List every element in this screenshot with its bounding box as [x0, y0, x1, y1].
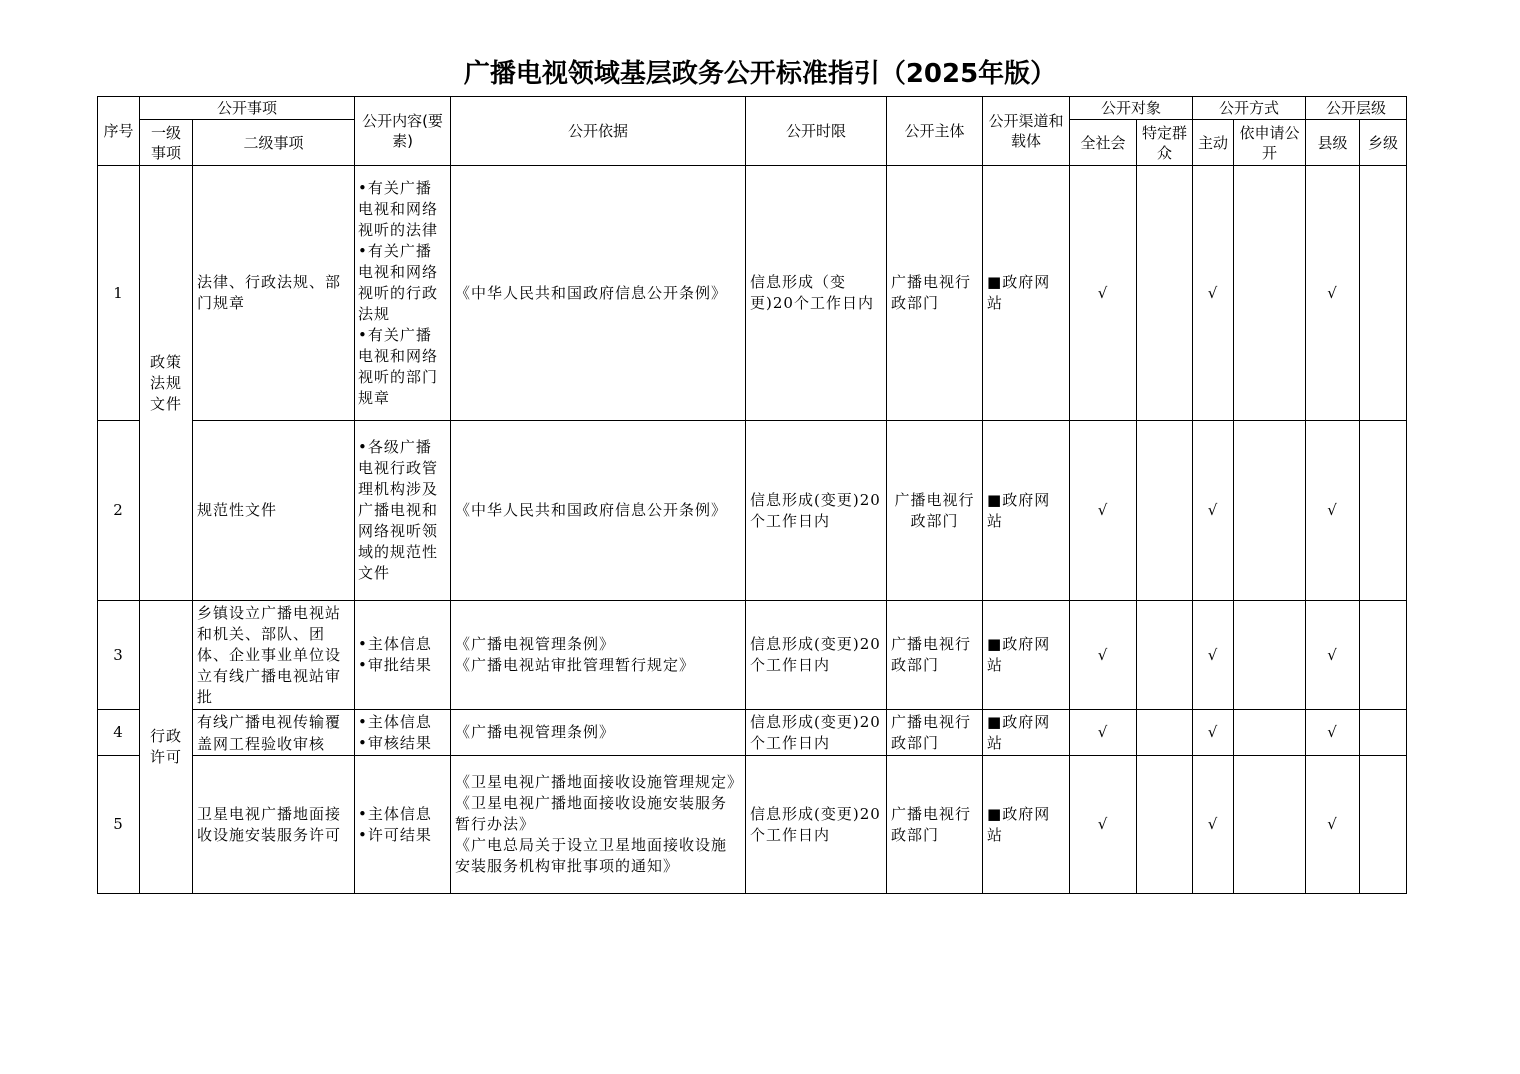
row-subject: 广播电视行政部门 — [887, 756, 983, 894]
table-row — [98, 710, 1407, 756]
content-item: •主体信息 — [358, 804, 432, 823]
table-row — [98, 601, 1407, 710]
basis-item: 《卫星电视广播地面接收设施管理规定》 — [455, 773, 744, 791]
row-time-limit: 信息形成(变更)20个工作日内 — [746, 421, 887, 601]
row-level2: 乡镇设立广播电视站和机关、部队、团体、企业事业单位设立有线广播电视站审批 — [193, 601, 355, 710]
content-item: •主体信息 — [358, 635, 432, 653]
header-level: 公开层级 — [1306, 97, 1407, 120]
row-content — [355, 756, 451, 894]
row-content — [355, 710, 451, 756]
row-target-specific — [1137, 601, 1193, 710]
header-basis: 公开依据 — [451, 97, 746, 166]
basis-item: 《广电总局关于设立卫星地面接收设施安装服务机构审批事项的通知》 — [455, 836, 728, 875]
row-method-active: √ — [1193, 710, 1234, 756]
row-level2: 有线广播电视传输覆盖网工程验收审核 — [193, 710, 355, 756]
row-basis — [451, 601, 746, 710]
row-target-all: √ — [1070, 166, 1137, 421]
row-subject: 广播电视行政部门 — [887, 601, 983, 710]
row-subject: 广播电视行政部门 — [887, 166, 983, 421]
header-target: 公开对象 — [1070, 97, 1193, 120]
header-level2: 二级事项 — [193, 120, 355, 166]
row-content — [355, 601, 451, 710]
content-item: •有关广播电视和网络视听的部门规章 — [358, 325, 439, 407]
content-item: •审批结果 — [358, 656, 432, 674]
row-target-all: √ — [1070, 601, 1137, 710]
row-subject: 广播电视行政部门 — [887, 710, 983, 756]
row-level2: 卫星电视广播地面接收设施安装服务许可 — [193, 756, 355, 894]
row-basis — [451, 756, 746, 894]
row-method-request — [1234, 601, 1306, 710]
content-item: •主体信息 — [358, 712, 432, 731]
basis-item: 《中华人民共和国政府信息公开条例》 — [455, 501, 728, 519]
row-basis — [451, 166, 746, 421]
content-item: •许可结果 — [358, 825, 432, 844]
row-level-county: √ — [1306, 756, 1360, 894]
row-target-specific — [1137, 166, 1193, 421]
header-time-limit: 公开时限 — [746, 97, 887, 166]
row-seq: 5 — [98, 756, 140, 894]
row-method-request — [1234, 421, 1306, 601]
row-level-town — [1360, 601, 1407, 710]
row-level-town — [1360, 421, 1407, 601]
row-method-request — [1234, 166, 1306, 421]
page-title: 广播电视领域基层政务公开标准指引（2025年版） — [463, 59, 1057, 89]
row-content — [355, 166, 451, 421]
row-level2: 规范性文件 — [193, 421, 355, 601]
row-time-limit: 信息形成(变更)20个工作日内 — [746, 756, 887, 894]
header-level-town: 乡级 — [1360, 120, 1407, 166]
header-content: 公开内容(要素) — [355, 97, 451, 166]
header-target-specific: 特定群众 — [1137, 120, 1193, 166]
disclosure-standard-table — [97, 96, 1407, 894]
row-channel: ■政府网站 — [983, 710, 1070, 756]
header-seq: 序号 — [98, 97, 140, 166]
row-channel: ■政府网站 — [983, 166, 1070, 421]
row-time-limit: 信息形成(变更)20个工作日内 — [746, 710, 887, 756]
header-level1: 一级事项 — [140, 120, 193, 166]
content-item: •各级广播电视行政管理机构涉及广播电视和网络视听领域的规范性文件 — [358, 438, 439, 582]
row-level-town — [1360, 166, 1407, 421]
row-level-county: √ — [1306, 710, 1360, 756]
row-target-all: √ — [1070, 756, 1137, 894]
row-target-specific — [1137, 710, 1193, 756]
row-seq: 2 — [98, 421, 140, 601]
row-seq: 4 — [98, 710, 140, 756]
content-item: •审核结果 — [358, 733, 432, 752]
header-target-all: 全社会 — [1070, 120, 1137, 166]
header-subject: 公开主体 — [887, 97, 983, 166]
row-channel: ■政府网站 — [983, 756, 1070, 894]
basis-item: 《广播电视管理条例》 — [455, 635, 616, 653]
category-admin-license: 行政许可 — [140, 601, 193, 894]
row-basis — [451, 421, 746, 601]
content-item: •有关广播电视和网络视听的法律 — [358, 178, 439, 239]
row-level-town — [1360, 756, 1407, 894]
row-level-county: √ — [1306, 421, 1360, 601]
header-channel: 公开渠道和载体 — [983, 97, 1070, 166]
header-level-county: 县级 — [1306, 120, 1360, 166]
table-row — [98, 166, 1407, 421]
row-target-specific — [1137, 421, 1193, 601]
row-method-active: √ — [1193, 421, 1234, 601]
row-level2: 法律、行政法规、部门规章 — [193, 166, 355, 421]
row-seq: 3 — [98, 601, 140, 710]
row-level-town — [1360, 710, 1407, 756]
table-row — [98, 421, 1407, 601]
row-content — [355, 421, 451, 601]
row-method-active: √ — [1193, 166, 1234, 421]
header-method-request: 依申请公开 — [1234, 120, 1306, 166]
row-method-active: √ — [1193, 601, 1234, 710]
row-method-request — [1234, 710, 1306, 756]
row-level-county: √ — [1306, 601, 1360, 710]
basis-item: 《广播电视站审批管理暂行规定》 — [455, 656, 696, 674]
row-time-limit: 信息形成(变更)20个工作日内 — [746, 601, 887, 710]
row-channel: ■政府网站 — [983, 421, 1070, 601]
header-method-active: 主动 — [1193, 120, 1234, 166]
table-row — [98, 756, 1407, 894]
row-method-active: √ — [1193, 756, 1234, 894]
row-target-all: √ — [1070, 710, 1137, 756]
content-item: •有关广播电视和网络视听的行政法规 — [358, 241, 439, 323]
category-policy: 政策法规文件 — [140, 166, 193, 601]
row-basis — [451, 710, 746, 756]
row-seq: 1 — [98, 166, 140, 421]
basis-item: 《中华人民共和国政府信息公开条例》 — [455, 283, 728, 302]
row-channel: ■政府网站 — [983, 601, 1070, 710]
row-time-limit: 信息形成（变更)20个工作日内 — [746, 166, 887, 421]
row-target-specific — [1137, 756, 1193, 894]
header-matters: 公开事项 — [140, 97, 355, 120]
header-method: 公开方式 — [1193, 97, 1306, 120]
row-subject: 广播电视行政部门 — [887, 421, 983, 601]
basis-item: 《广播电视管理条例》 — [455, 723, 616, 741]
row-level-county: √ — [1306, 166, 1360, 421]
row-method-request — [1234, 756, 1306, 894]
row-target-all: √ — [1070, 421, 1137, 601]
basis-item: 《卫星电视广播地面接收设施安装服务暂行办法》 — [455, 794, 728, 833]
